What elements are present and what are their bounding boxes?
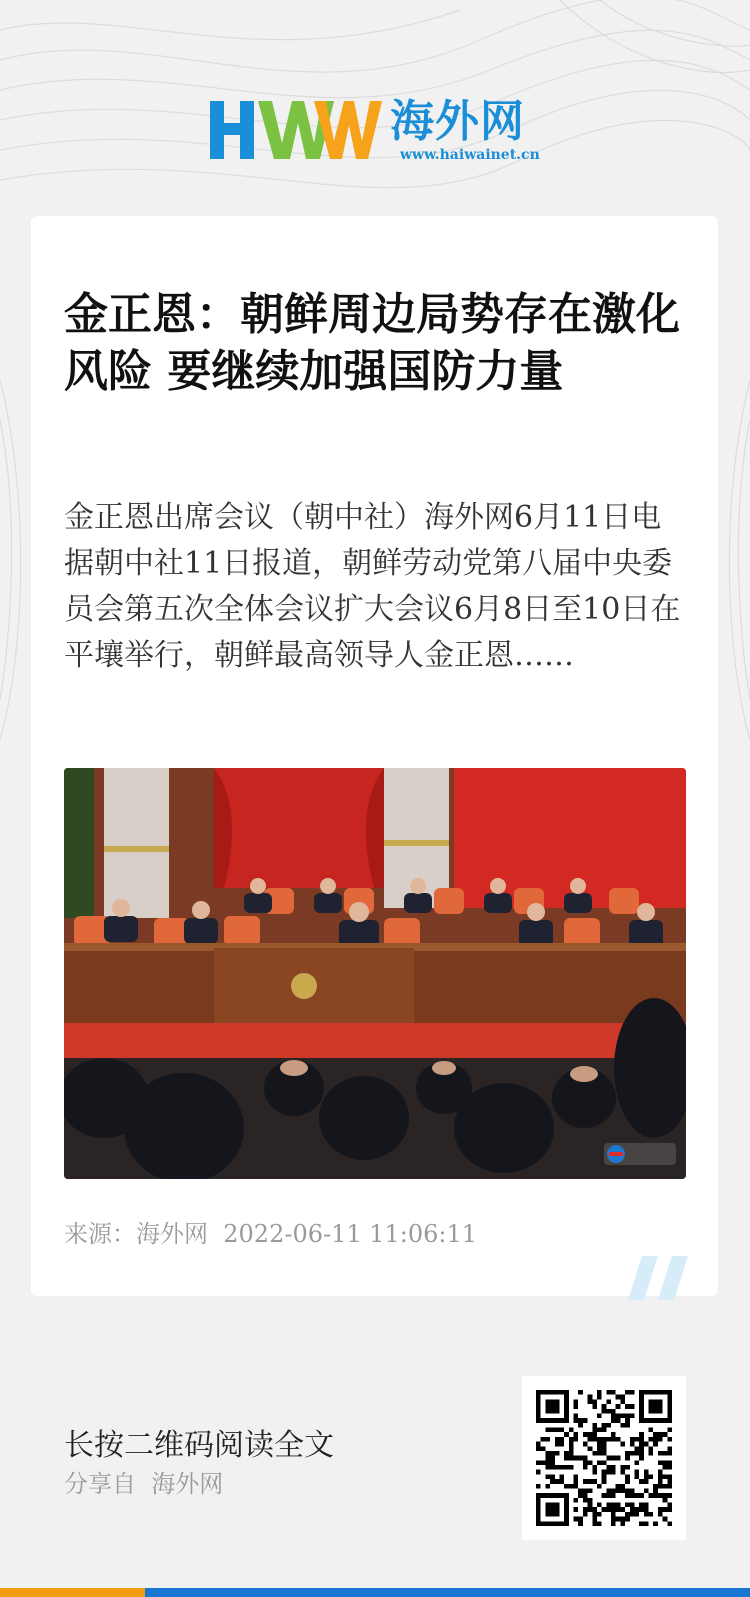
article-title[interactable]: 金正恩：朝鲜周边局势存在激化风险 要继续加强国防力量 (64, 289, 680, 397)
share-source: 海外网 (151, 1470, 224, 1498)
quote-mark-icon (628, 1256, 688, 1300)
article-photo[interactable] (64, 768, 686, 1179)
share-from (64, 1464, 223, 1499)
hww-logo-mark (210, 95, 385, 165)
meeting-photo-illustration (64, 768, 686, 1179)
share-prefix: 分享自 (64, 1470, 136, 1498)
qr-code[interactable] (522, 1376, 686, 1540)
logo-url: www.haiwainet.cn (400, 147, 540, 163)
haiwainet-logo[interactable] (210, 95, 540, 170)
qr-read-hint: 长按二维码阅读全文 (64, 1428, 334, 1463)
header (0, 0, 750, 215)
article-summary[interactable]: 金正恩出席会议（朝中社）海外网6月11日电 据朝中社11日报道，朝鲜劳动党第八届中央委员会第五次全体会议扩大会议6月8日至10日在平壤举行，朝鲜最高领导人金正恩…… (64, 500, 692, 673)
bottom-accent-orange (0, 1588, 145, 1597)
source-label: 来源：海外网 (64, 1220, 208, 1248)
article-meta (64, 1214, 477, 1249)
qr-code-icon (536, 1390, 672, 1526)
logo-chinese-name: 海外网 (390, 96, 525, 147)
publish-datetime: 2022-06-11 11:06:11 (223, 1220, 478, 1248)
bottom-accent-bar (0, 1588, 750, 1597)
